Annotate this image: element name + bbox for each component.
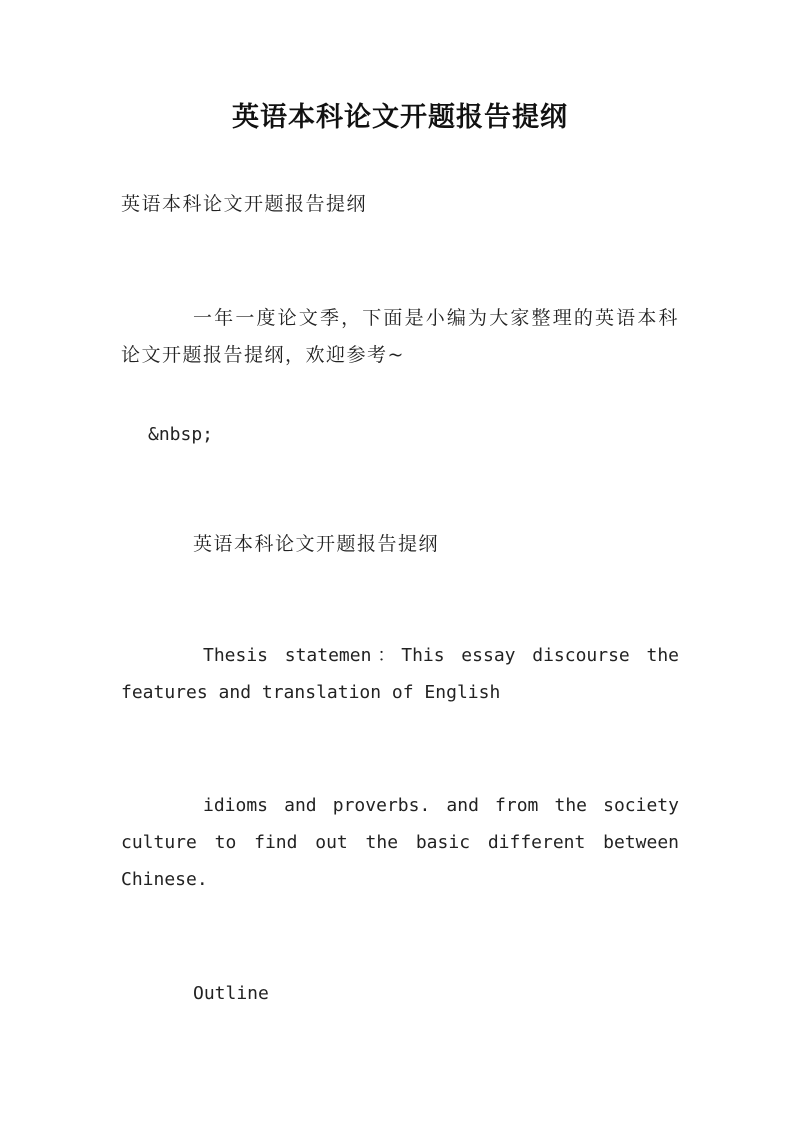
section-heading: 英语本科论文开题报告提纲 [193, 533, 440, 555]
intro-paragraph: 一年一度论文季，下面是小编为大家整理的英语本科论文开题报告提纲，欢迎参考~ [121, 307, 679, 366]
document-title: 英语本科论文开题报告提纲 [232, 102, 568, 133]
outline-heading: Outline [193, 983, 269, 1004]
subtitle-line: 英语本科论文开题报告提纲 [121, 193, 368, 215]
thesis-paragraph: Thesis statemen：This essay discourse the features and translation of English [121, 645, 679, 703]
nbsp-line: &nbsp; [148, 424, 214, 445]
idioms-paragraph: idioms and proverbs. and from the society culture to find out the basic different between Chinese. [121, 795, 679, 890]
